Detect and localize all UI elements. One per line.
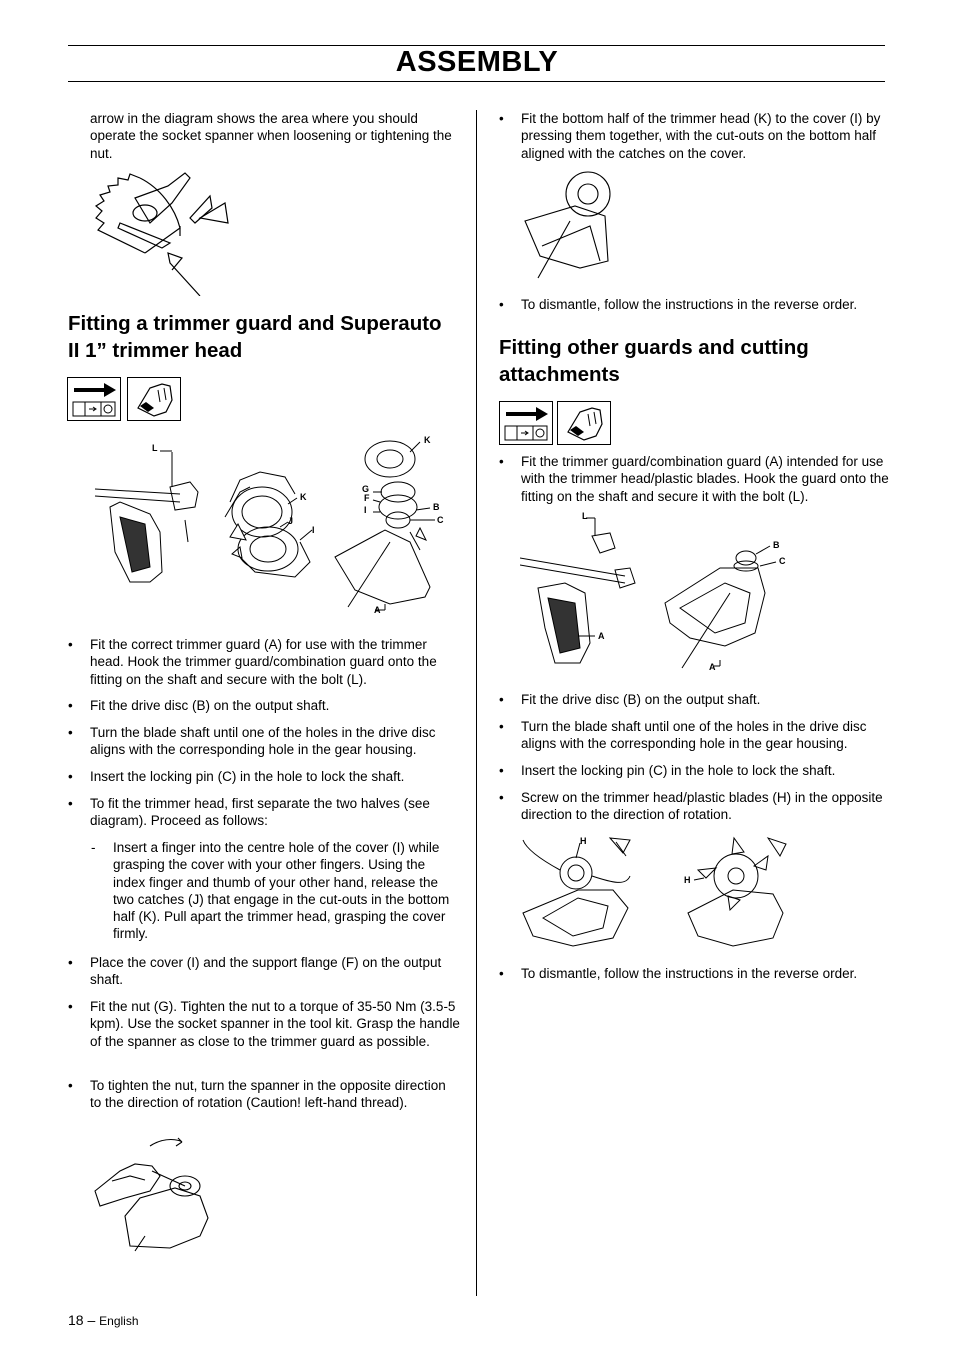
list-item: • Screw on the trimmer head/plastic blades (H) in the opposite direction to the direction of rotation.	[499, 790, 883, 823]
list-item: • Turn the blade shaft until one of the holes in the drive disc aligns with the corresponding hole in the gear housing.	[499, 719, 867, 752]
head-assembly-figure	[520, 166, 620, 282]
arrow-socket-icon	[499, 401, 553, 445]
footer-language: English	[99, 1314, 139, 1328]
label-A: A	[598, 631, 605, 641]
column-divider	[476, 110, 477, 1296]
section-heading-trimmer: Fitting a trimmer guard and Superauto II 1” trimmer head	[68, 312, 442, 362]
list-item: • Insert the locking pin (C) in the hole to lock the shaft.	[499, 763, 836, 778]
label-A2: A	[709, 662, 716, 672]
list-item: • Insert the locking pin (C) in the hole to lock the shaft.	[68, 769, 405, 784]
list-item: • Turn the blade shaft until one of the holes in the drive disc aligns with the corresponding hole in the gear housing.	[68, 725, 436, 758]
label-C: C	[437, 515, 444, 525]
list-item: • Fit the bottom half of the trimmer head (K) to the cover (I) by pressing them together, with the cut-outs on the bottom half aligned with the catches on the cover.	[499, 111, 881, 161]
label-K2: K	[424, 435, 431, 445]
list-item: • Fit the trimmer guard/combination guard (A) intended for use with the trimmer head/plastic blades. Hook the guard onto the fitting on the shaft and secure it with the bolt (L).	[499, 454, 889, 504]
label-L: L	[582, 511, 588, 521]
arrow-socket-icon	[67, 377, 121, 421]
sub-list-item: - Insert a finger into the centre hole of the cover (I) while grasping the cover with your other fingers. Using the index finger and thumb of your other hand, release the two catches (J) that engage in the cut-outs in the bottom half (K). Pull apart the trimmer head, grasping the cover firmly.	[91, 840, 450, 942]
list-item: • To fit the trimmer head, first separate the two halves (see diagram). Proceed as follows:	[68, 796, 430, 829]
label-G: G	[362, 484, 370, 494]
glove-icon	[127, 377, 181, 421]
list-item: • Fit the drive disc (B) on the output shaft.	[68, 698, 330, 713]
label-K: K	[300, 492, 307, 502]
intro-text: arrow in the diagram shows the area where you should operate the socket spanner when loosening or tightening the nut.	[90, 111, 452, 161]
section-heading-other-guards: Fitting other guards and cutting attachments	[499, 336, 809, 386]
symbol-icons-left	[67, 377, 182, 421]
label-A: A	[374, 605, 381, 615]
label-I2: I	[364, 505, 367, 515]
page-number: 18	[68, 1312, 84, 1328]
label-H2: H	[684, 875, 691, 885]
label-B: B	[433, 502, 440, 512]
page-title: ASSEMBLY	[395, 46, 559, 78]
list-item: • Place the cover (I) and the support flange (F) on the output shaft.	[68, 955, 442, 988]
trimmer-head-diagram	[90, 432, 460, 618]
label-F: F	[364, 493, 370, 503]
spanner-figure	[90, 168, 240, 296]
label-B: B	[773, 540, 780, 550]
label-C: C	[779, 556, 786, 566]
label-J: J	[288, 516, 294, 526]
label-H: H	[580, 836, 587, 846]
header-rule-bottom	[68, 81, 885, 82]
list-item: • Fit the drive disc (B) on the output shaft.	[499, 692, 761, 707]
symbol-icons-right	[499, 401, 614, 445]
list-item: • To dismantle, follow the instructions in the reverse order.	[499, 297, 858, 312]
list-item: • Fit the correct trimmer guard (A) for use with the trimmer head. Hook the trimmer guard/combination guard onto the fitting on the shaft and secure with the bolt (L).	[68, 637, 437, 687]
trimmer-heads-figure	[518, 828, 798, 950]
label-I: I	[312, 525, 315, 535]
tighten-nut-figure	[90, 1136, 220, 1258]
list-item: • To tighten the nut, turn the spanner in the opposite direction to the direction of rotation (Caution! left-hand thread).	[68, 1078, 446, 1111]
footer-dash: –	[87, 1312, 96, 1328]
guard-fitting-diagram	[520, 508, 800, 678]
label-L: L	[152, 443, 158, 453]
list-item: • To dismantle, follow the instructions in the reverse order.	[499, 966, 858, 981]
list-item: • Fit the nut (G). Tighten the nut to a torque of 35-50 Nm (3.5-5 kpm). Use the socket spanner in the tool kit. Grasp the handle of the spanner as close to the trimmer guard as possible.	[68, 999, 460, 1049]
glove-icon	[557, 401, 611, 445]
page-footer	[68, 1312, 139, 1328]
